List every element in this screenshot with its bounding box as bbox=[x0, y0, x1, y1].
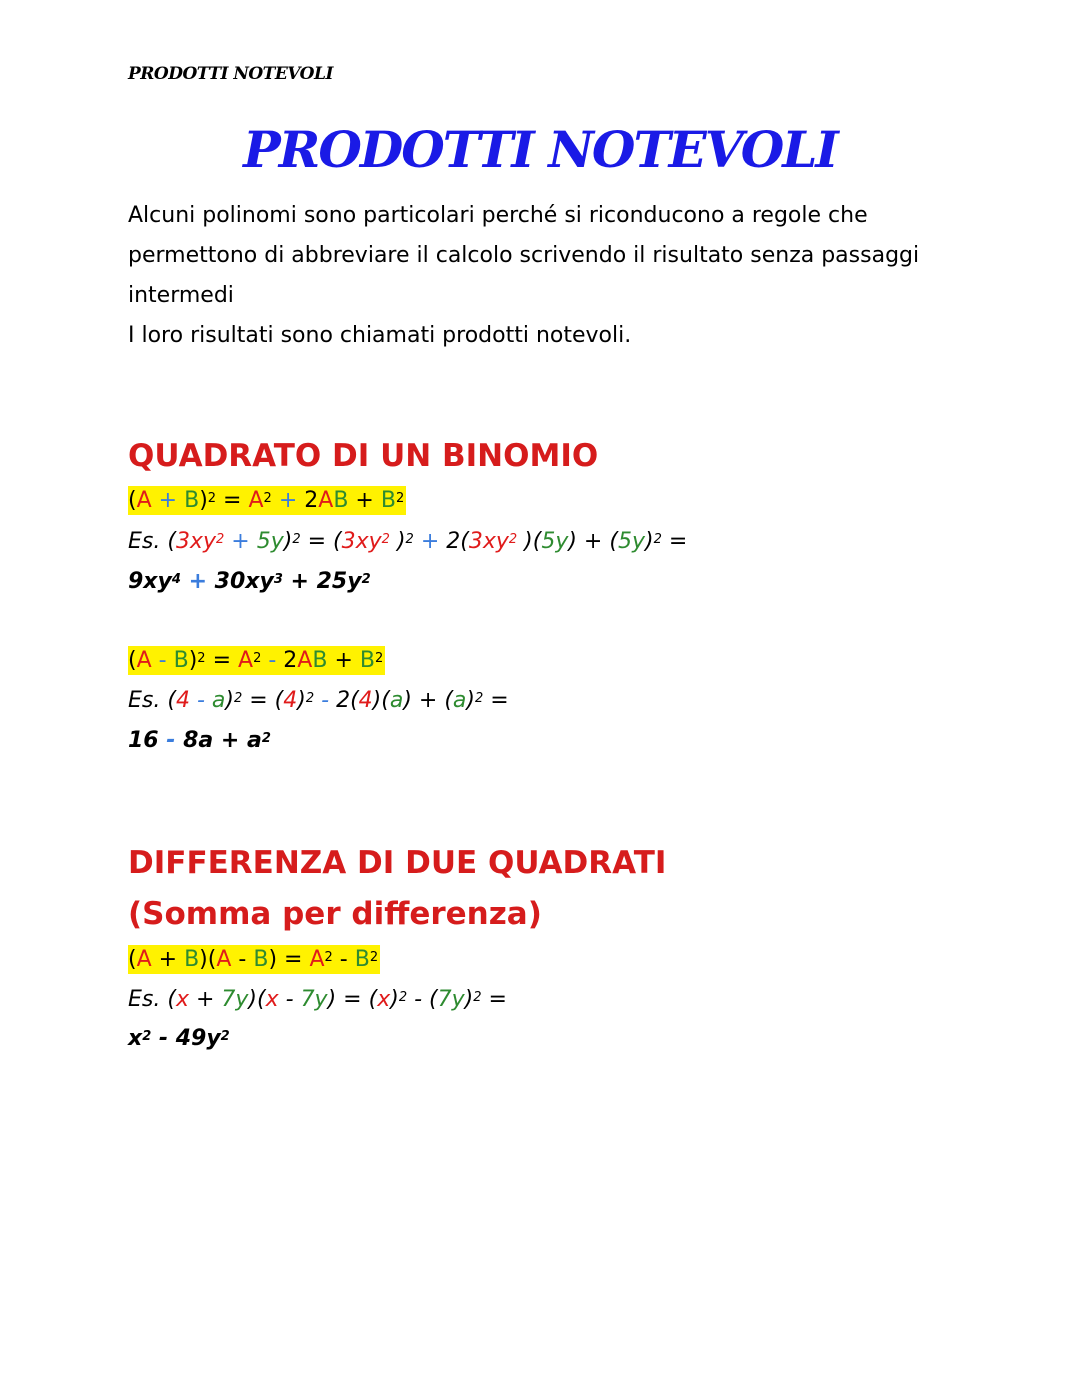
example-sum-times-difference: Es. $(x + 7y)(x - 7y) = (x)^2 - (7y)^2$ = bbox=[128, 987, 507, 1012]
page-header: PRODOTTI NOTEVOLI bbox=[128, 64, 333, 84]
page-title: PRODOTTI NOTEVOLI bbox=[243, 120, 837, 179]
result-sum-square: $9xy^4 + 30xy^3 + 25y^2$ bbox=[128, 569, 371, 594]
section-heading-square: QUADRATO DI UN BINOMIO bbox=[128, 438, 599, 474]
formula-sum-times-difference: $(A + B)(A - B) = A^2 - B^2$ bbox=[128, 947, 379, 972]
section-heading-difference: DIFFERENZA DI DUE QUADRATI bbox=[128, 845, 667, 881]
intro-paragraph: Alcuni polinomi sono particolari perché si riconducono a regole che permettono di abbreviare il calcolo scrivendo il risultato senza passaggi intermedi bbox=[128, 203, 920, 308]
example-difference-square: Es. $(4 - a)^2 = (4)^2 - 2(4)(a) + (a)^2$ = bbox=[128, 688, 509, 713]
result-sum-times-difference: $x^2 - 49y^2$ bbox=[128, 1026, 230, 1051]
section-subheading-difference: (Somma per differenza) bbox=[128, 896, 542, 932]
intro-text bbox=[128, 196, 968, 356]
example-sum-square: Es. $(3xy^2 + 5y)^2 = (3xy^2$ )$^2 + 2(3xy^2$ )$(5y) + (5y)^2$ = bbox=[128, 529, 688, 554]
formula-difference-square: $(A - B)^2 = A^2 - 2AB + B^2$ bbox=[128, 648, 384, 673]
result-difference-square: $16 - 8a + a^2$ bbox=[128, 728, 271, 753]
formula-sum-square: $(A + B)^2 = A^2 + 2AB + B^2$ bbox=[128, 488, 405, 513]
intro-conclusion: I loro risultati sono chiamati prodotti notevoli. bbox=[128, 323, 632, 348]
